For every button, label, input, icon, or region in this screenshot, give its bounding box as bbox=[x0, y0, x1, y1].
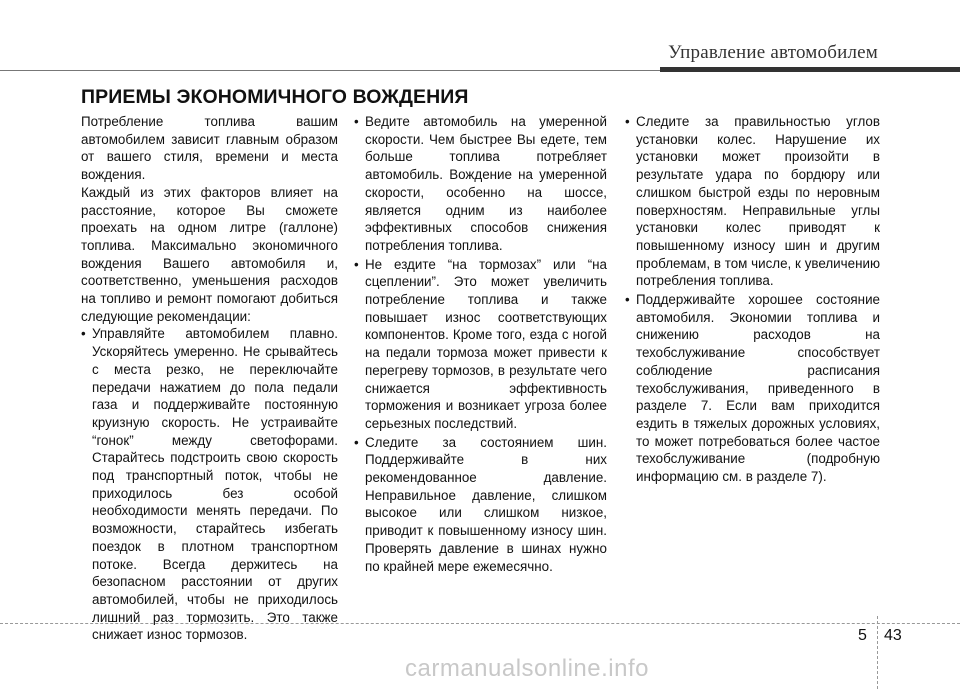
bullet-icon: • bbox=[354, 434, 359, 450]
footer-divider bbox=[877, 616, 878, 689]
tips-list-3 bbox=[625, 113, 880, 486]
header-rule-thick bbox=[660, 67, 960, 72]
list-item bbox=[354, 434, 607, 576]
page-chapter-number: 5 bbox=[858, 627, 867, 644]
list-item-text: Поддерживайте хорошее состояние автомобиля. Экономии топлива и снижению расходов на техобслуживание способствует соблюдение расписания техобслуживания, приведенного в разделе 7. Если вам приходится ездить в тяжелых дорожных условиях, то может потребоваться более частое техобслуживание (подробную информацию см. в разделе 7). bbox=[636, 292, 880, 485]
list-item bbox=[354, 113, 607, 255]
header-title: Управление автомобилем bbox=[668, 42, 878, 63]
page-number: 43 bbox=[884, 627, 902, 644]
header-rule bbox=[0, 67, 960, 77]
bullet-icon: • bbox=[354, 114, 359, 129]
list-item-text: Следите за состоянием шин. Поддерживайте в них рекомендованное давление. Неправильное давление, слишком высокое или слишком низкое, приводит к повышенному износу шин. Проверять давление в шинах нужно по крайней мере ежемесячно. bbox=[365, 434, 607, 574]
list-item-text: Не ездите “на тормозах” или “на сцеплении”. Это может увеличить потребление топлива и также повышает износ соответствующих компонентов. Кроме того, езда с ногой на педали тормоза может привести к перегреву тормозов, в результате чего снижается эффективность торможения и возникает угроза более серьезных последствий. bbox=[365, 256, 607, 431]
list-item bbox=[625, 291, 880, 486]
footer-rule bbox=[0, 623, 960, 624]
bullet-icon: • bbox=[625, 292, 630, 308]
bullet-icon: • bbox=[354, 256, 359, 272]
list-item-text: Управляйте автомобилем плавно. Ускоряйтесь умеренно. Не срывайтесь с места резко, не переключайте передачи нажатием до пола педали газа и поддерживайте постоянную круизную скорость. Не устраивайте “гонок” между светофорами. Старайтесь подстроить свою скорость под транспортный поток, чтобы не приходилось без особой необходимости менять передачи. По возможности, старайтесь избегать поездок в плотном транспортном потоке. Всегда держитесь на безопасном расстоянии от других автомобилей, чтобы не приходилось лишний раз тормозить. Это также снижает износ тормозов. bbox=[92, 326, 338, 643]
intro-paragraph: Потребление топлива вашим автомобилем зависит главным образом от вашего стиля, времени и места вождения. bbox=[81, 114, 338, 183]
tips-list-2 bbox=[354, 113, 607, 575]
list-item bbox=[625, 113, 880, 290]
list-item-text: Ведите автомобиль на умеренной скорости. Чем быстрее Вы едете, тем больше топлива потребляет автомобиль. Вождение на умеренной скорости, особенно на шоссе, является одним из наиболее эффективных способов снижения потребления топлива. bbox=[365, 114, 607, 253]
list-item bbox=[81, 325, 338, 644]
list-item-text: Следите за правильностью углов установки колес. Нарушение их установки может произойти в результате удара по бордюру или слишком быстрой езды по неровным поверхностям. Неправильные углы установки колес приводят к повышенному износу шин и другим проблемам, в том числе, к увеличению потребления топлива. bbox=[636, 114, 880, 289]
watermark: carmanualsonline.info bbox=[405, 655, 649, 682]
factors-paragraph: Каждый из этих факторов влияет на расстояние, которое Вы сможете проехать на одном литре (галлоне) топлива. Максимально экономичного вождения Вашего автомобиля и, соответственно, уменьшения расходов на топливо и ремонт помогают добиться следующие рекомендации: bbox=[81, 184, 338, 324]
bullet-icon: • bbox=[625, 114, 630, 129]
list-item bbox=[354, 256, 607, 433]
column-1 bbox=[81, 113, 338, 645]
column-2 bbox=[354, 113, 607, 576]
bullet-icon: • bbox=[81, 326, 86, 342]
section-heading: ПРИЕМЫ ЭКОНОМИЧНОГО ВОЖДЕНИЯ bbox=[81, 86, 469, 108]
tips-list-1 bbox=[81, 325, 338, 644]
column-3 bbox=[625, 113, 880, 487]
